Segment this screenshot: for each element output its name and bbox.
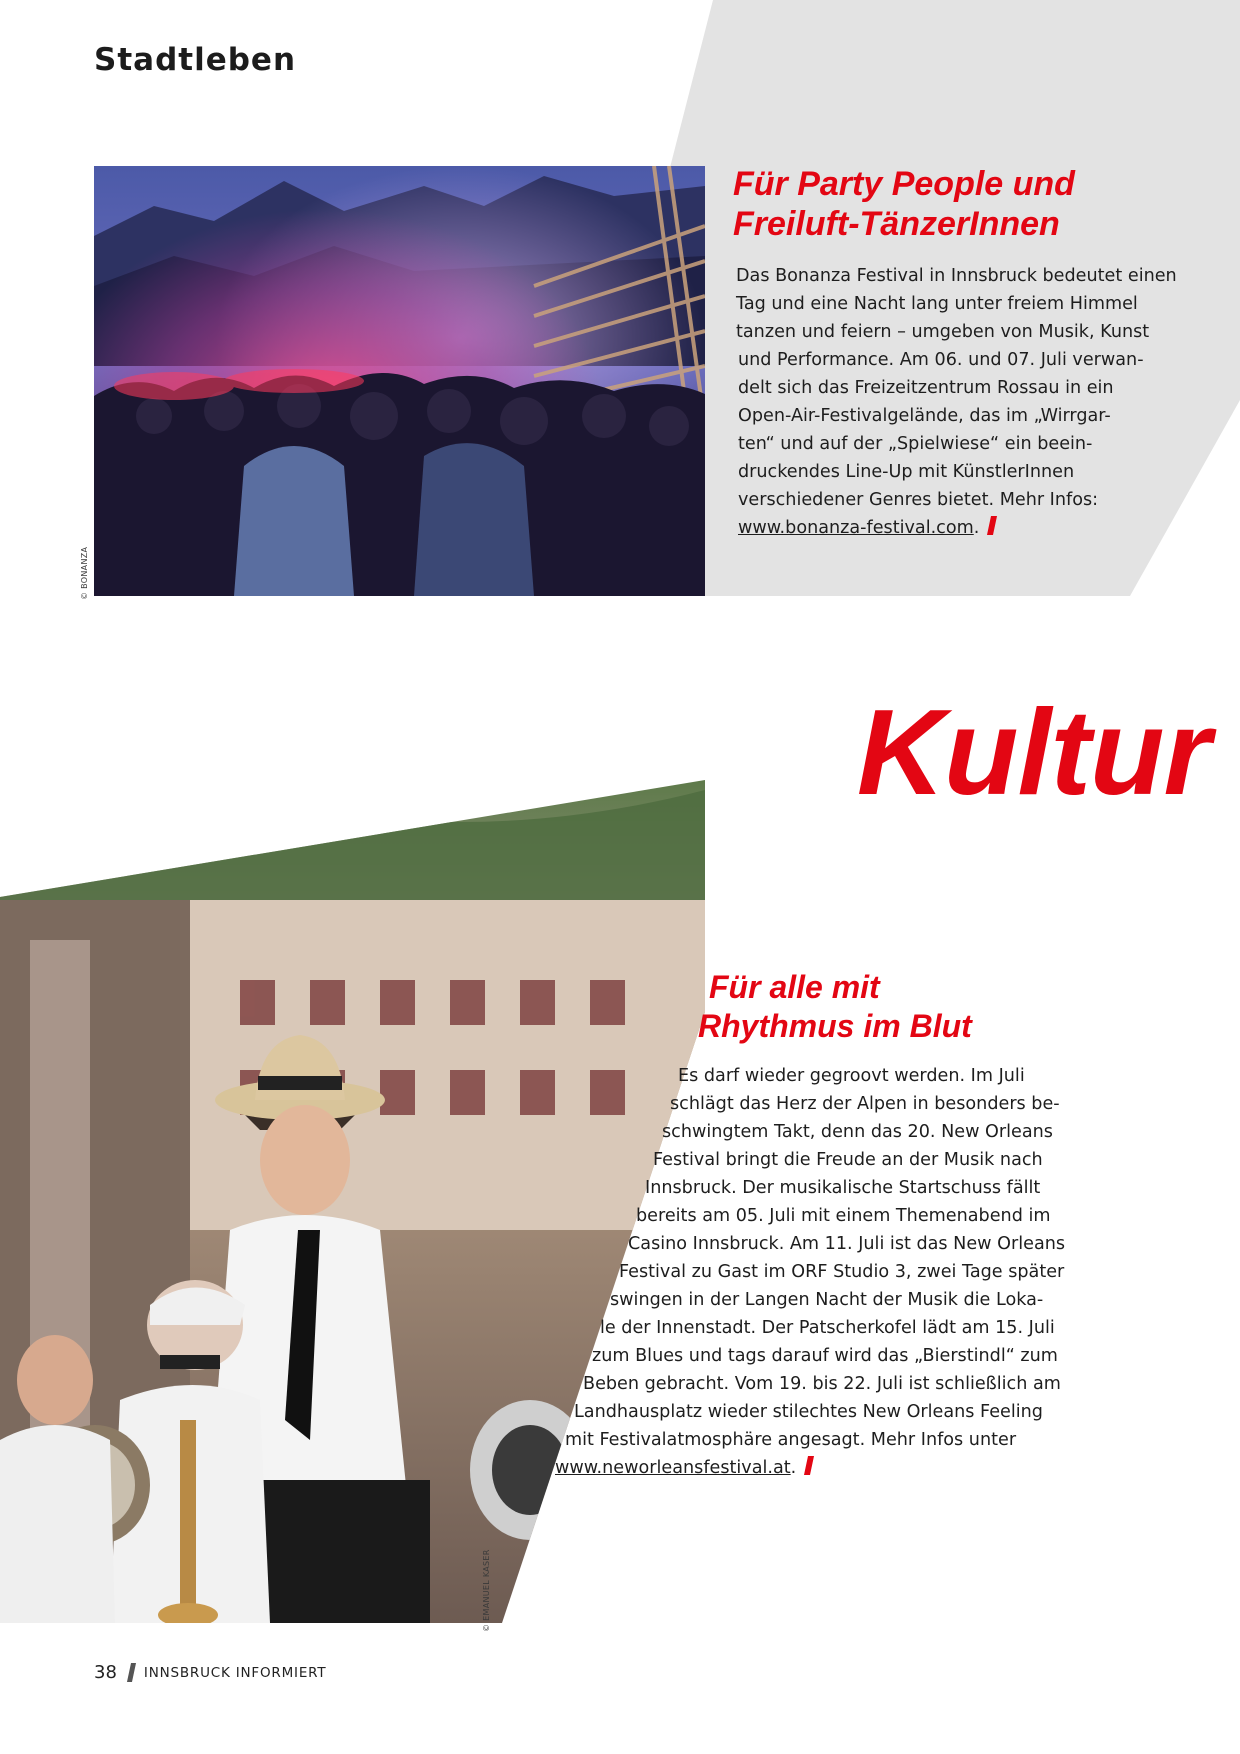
article-headline: Für alle mit Rhythmus im Blut	[698, 969, 972, 1044]
article-headline: Für Party People und Freiluft-TänzerInnen	[733, 165, 1075, 243]
footer-divider	[127, 1663, 136, 1682]
page-footer	[94, 1662, 326, 1683]
bonanza-festival-link[interactable]: www.bonanza-festival.com	[738, 518, 974, 538]
end-mark	[804, 1456, 814, 1475]
publication-name: INNSBRUCK INFORMIERT	[143, 1664, 327, 1681]
article-body: Das Bonanza Festival in Innsbruck bedeutet einen Tag und eine Nacht lang unter freiem Himmel tanzen und feiern – umgeben von Musik, Kunst und Performance. Am 06. und 07. Juli verwan- delt sich das Freizeitzentrum Rossau in ein Open-Air-Festivalgelände, das im „Wirrgar- ten“ und auf der „Spielwiese“ ein beein- druckendes Line-Up mit KünstlerInnen verschiedener Genres bietet. Mehr Infos: www.bonanza-festival.com.	[736, 266, 1177, 538]
section-title-kultur: Kultur	[856, 684, 1210, 820]
section-label: Stadtleben	[94, 42, 297, 78]
photo-credit: © EMANUEL KASER	[482, 1549, 491, 1632]
page-number: 38	[94, 1662, 117, 1683]
new-orleans-festival-link[interactable]: www.neworleansfestival.at	[555, 1458, 791, 1478]
end-mark	[987, 516, 997, 535]
photo-credit: © BONANZA	[80, 546, 89, 600]
article-body: Es darf wieder gegroovt werden. Im Juli schlägt das Herz der Alpen in besonders be- schwingtem Takt, denn das 20. New Orleans Festival bringt die Freude an der Musik nach Innsbruck. Der musikalische Startschuss fällt bereits am 05. Juli mit einem Themenabend im Casino Innsbruck. Am 11. Juli ist das New Orleans Festival zu Gast im ORF Studio 3, zwei Tage später swingen in der Langen Nacht der Musik die Loka- le der Innenstadt. Der Patscherkofel lädt am 15. Juli zum Blues und tags darauf wird das „Bierstindl“ zum Beben gebracht. Vom 19. bis 22. Juli ist schließlich am Landhausplatz wieder stilechtes New Orleans Feeling mit Festivalatmosphäre angesagt. Mehr Infos unter www.neworleansfestival.at.	[555, 1066, 1066, 1478]
bonanza-festival-photo	[94, 166, 705, 596]
